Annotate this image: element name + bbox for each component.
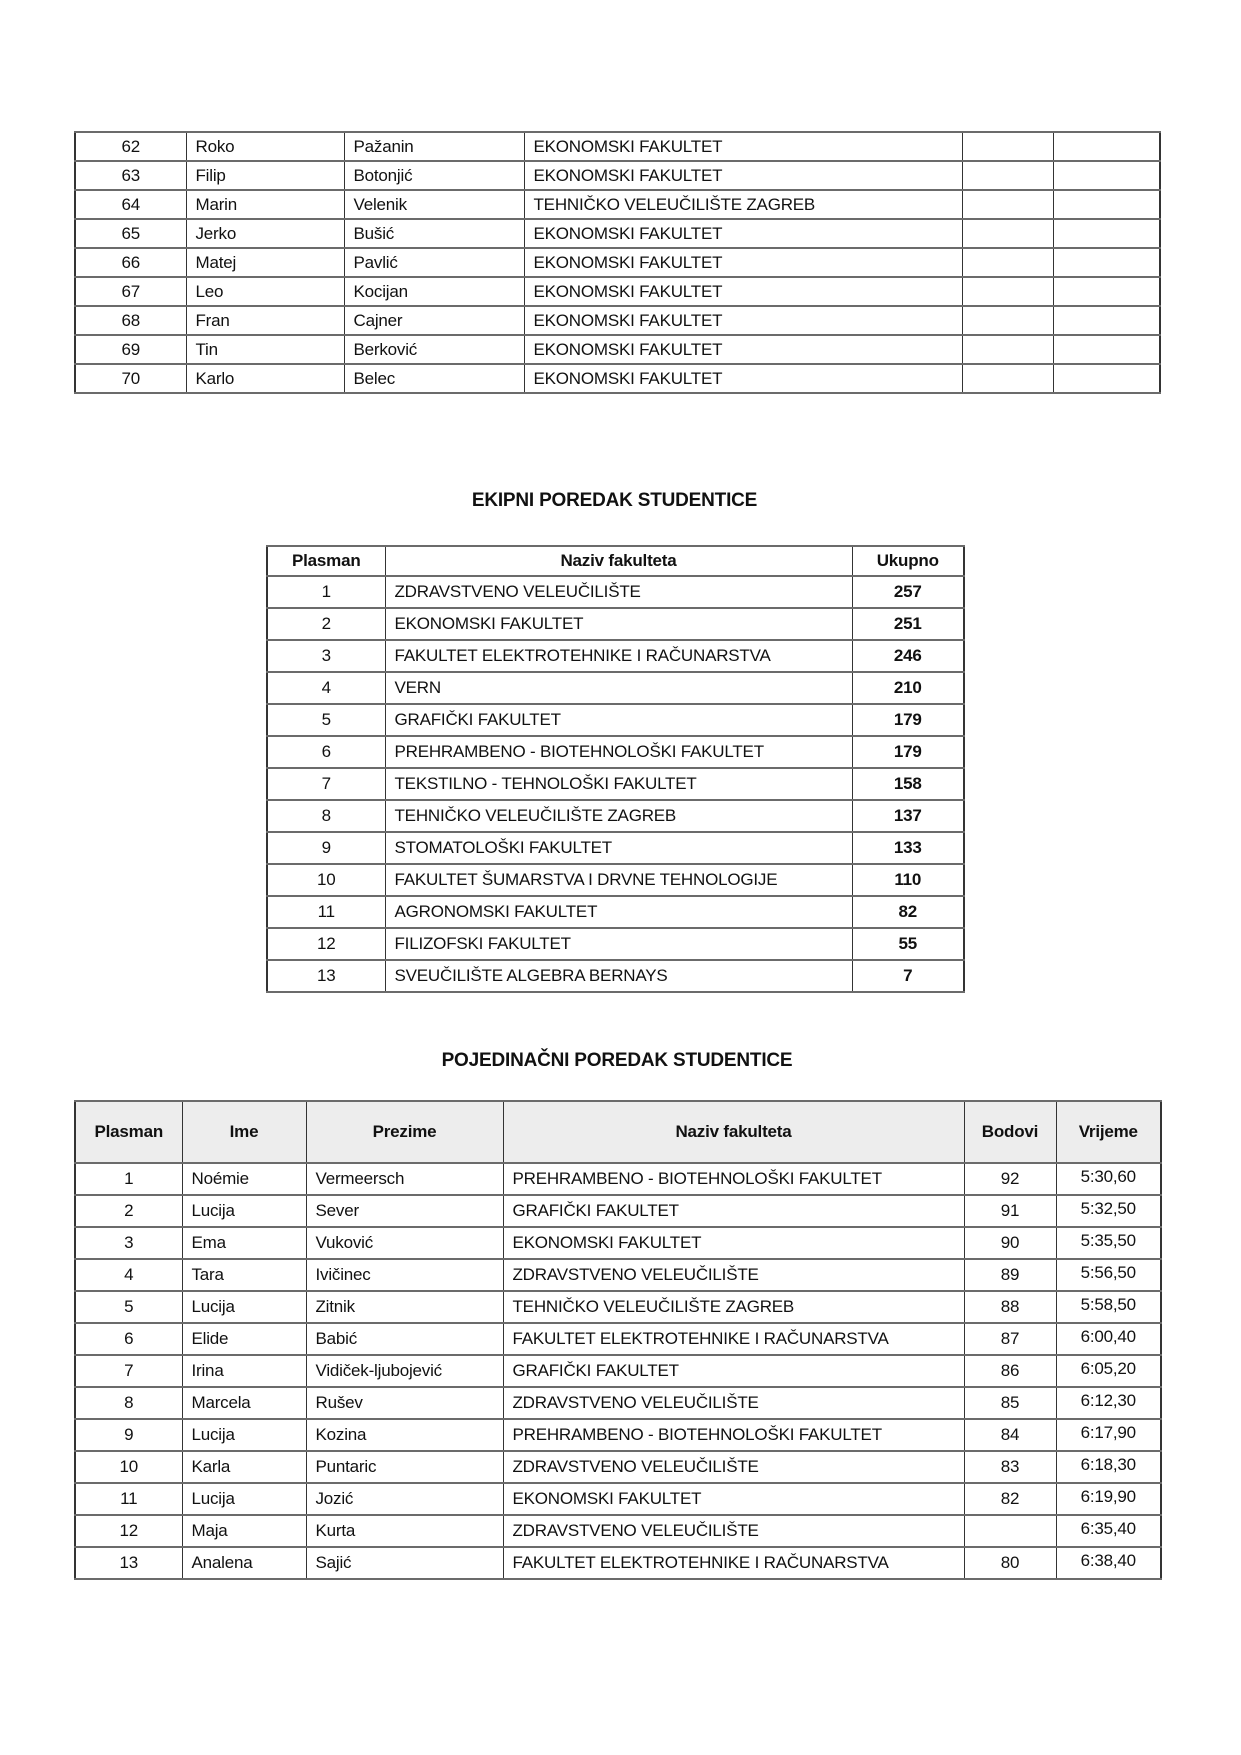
cell-faculty: EKONOMSKI FAKULTET bbox=[524, 364, 962, 393]
header-ime: Ime bbox=[182, 1101, 306, 1163]
table-row bbox=[75, 1547, 1161, 1579]
cell-extra2 bbox=[1053, 132, 1160, 161]
cell-rank: 7 bbox=[75, 1355, 182, 1387]
cell-last-name: Jozić bbox=[306, 1483, 503, 1515]
individual-ranking-table bbox=[74, 1100, 1162, 1580]
table-row bbox=[75, 1259, 1161, 1291]
header-plasman: Plasman bbox=[267, 546, 385, 576]
cell-rank: 1 bbox=[267, 576, 385, 608]
results-continuation-body bbox=[75, 132, 1160, 393]
cell-faculty: EKONOMSKI FAKULTET bbox=[524, 248, 962, 277]
cell-first-name: Leo bbox=[186, 277, 344, 306]
cell-rank: 66 bbox=[75, 248, 186, 277]
cell-rank: 62 bbox=[75, 132, 186, 161]
cell-rank: 2 bbox=[75, 1195, 182, 1227]
cell-last-name: Rušev bbox=[306, 1387, 503, 1419]
cell-first-name: Karlo bbox=[186, 364, 344, 393]
cell-last-name: Vuković bbox=[306, 1227, 503, 1259]
individual-ranking-header-row bbox=[75, 1101, 1161, 1163]
team-ranking-table bbox=[266, 545, 965, 993]
cell-last-name: Cajner bbox=[344, 306, 524, 335]
individual-ranking-body bbox=[75, 1163, 1161, 1579]
cell-first-name: Lucija bbox=[182, 1483, 306, 1515]
team-ranking-header-row bbox=[267, 546, 964, 576]
cell-rank: 13 bbox=[75, 1547, 182, 1579]
cell-rank: 65 bbox=[75, 219, 186, 248]
cell-time: 6:17,90 bbox=[1056, 1419, 1161, 1451]
header-bodovi: Bodovi bbox=[964, 1101, 1056, 1163]
cell-last-name: Puntaric bbox=[306, 1451, 503, 1483]
cell-rank: 70 bbox=[75, 364, 186, 393]
cell-faculty: PREHRAMBENO - BIOTEHNOLOŠKI FAKULTET bbox=[503, 1419, 964, 1451]
cell-faculty: ZDRAVSTVENO VELEUČILIŠTE bbox=[503, 1515, 964, 1547]
cell-time: 5:35,50 bbox=[1056, 1227, 1161, 1259]
cell-time: 6:00,40 bbox=[1056, 1323, 1161, 1355]
cell-points: 80 bbox=[964, 1547, 1056, 1579]
cell-rank: 3 bbox=[267, 640, 385, 672]
cell-last-name: Kurta bbox=[306, 1515, 503, 1547]
cell-extra1 bbox=[962, 190, 1053, 219]
cell-faculty: TEHNIČKO VELEUČILIŠTE ZAGREB bbox=[503, 1291, 964, 1323]
cell-extra2 bbox=[1053, 335, 1160, 364]
cell-faculty: AGRONOMSKI FAKULTET bbox=[385, 896, 852, 928]
header-naziv-fakulteta: Naziv fakulteta bbox=[385, 546, 852, 576]
cell-first-name: Lucija bbox=[182, 1419, 306, 1451]
cell-faculty: TEKSTILNO - TEHNOLOŠKI FAKULTET bbox=[385, 768, 852, 800]
cell-rank: 4 bbox=[75, 1259, 182, 1291]
cell-rank: 12 bbox=[267, 928, 385, 960]
table-row bbox=[75, 1227, 1161, 1259]
table-row bbox=[75, 1163, 1161, 1195]
table-row bbox=[267, 896, 964, 928]
cell-time: 5:32,50 bbox=[1056, 1195, 1161, 1227]
cell-rank: 2 bbox=[267, 608, 385, 640]
header-naziv-fakulteta: Naziv fakulteta bbox=[503, 1101, 964, 1163]
cell-rank: 69 bbox=[75, 335, 186, 364]
cell-extra2 bbox=[1053, 219, 1160, 248]
cell-total: 7 bbox=[852, 960, 964, 992]
cell-last-name: Berković bbox=[344, 335, 524, 364]
cell-last-name: Kozina bbox=[306, 1419, 503, 1451]
cell-extra1 bbox=[962, 306, 1053, 335]
cell-faculty: FAKULTET ELEKTROTEHNIKE I RAČUNARSTVA bbox=[503, 1547, 964, 1579]
cell-points: 84 bbox=[964, 1419, 1056, 1451]
cell-rank: 12 bbox=[75, 1515, 182, 1547]
cell-rank: 10 bbox=[267, 864, 385, 896]
cell-faculty: ZDRAVSTVENO VELEUČILIŠTE bbox=[503, 1387, 964, 1419]
cell-points: 82 bbox=[964, 1483, 1056, 1515]
cell-extra2 bbox=[1053, 190, 1160, 219]
cell-faculty: PREHRAMBENO - BIOTEHNOLOŠKI FAKULTET bbox=[385, 736, 852, 768]
cell-extra1 bbox=[962, 248, 1053, 277]
cell-points: 88 bbox=[964, 1291, 1056, 1323]
team-ranking-title: EKIPNI POREDAK STUDENTICE bbox=[471, 490, 758, 511]
cell-points: 90 bbox=[964, 1227, 1056, 1259]
cell-extra2 bbox=[1053, 364, 1160, 393]
cell-rank: 6 bbox=[267, 736, 385, 768]
cell-total: 257 bbox=[852, 576, 964, 608]
table-row bbox=[75, 1195, 1161, 1227]
cell-faculty: SVEUČILIŠTE ALGEBRA BERNAYS bbox=[385, 960, 852, 992]
cell-total: 179 bbox=[852, 704, 964, 736]
cell-time: 6:12,30 bbox=[1056, 1387, 1161, 1419]
cell-faculty: GRAFIČKI FAKULTET bbox=[503, 1195, 964, 1227]
cell-last-name: Babić bbox=[306, 1323, 503, 1355]
cell-rank: 3 bbox=[75, 1227, 182, 1259]
cell-extra1 bbox=[962, 364, 1053, 393]
cell-faculty: FAKULTET ŠUMARSTVA I DRVNE TEHNOLOGIJE bbox=[385, 864, 852, 896]
cell-faculty: VERN bbox=[385, 672, 852, 704]
table-row bbox=[75, 364, 1160, 393]
table-row bbox=[267, 704, 964, 736]
cell-faculty: ZDRAVSTVENO VELEUČILIŠTE bbox=[503, 1259, 964, 1291]
cell-total: 210 bbox=[852, 672, 964, 704]
cell-faculty: EKONOMSKI FAKULTET bbox=[524, 335, 962, 364]
cell-faculty: GRAFIČKI FAKULTET bbox=[503, 1355, 964, 1387]
cell-time: 5:58,50 bbox=[1056, 1291, 1161, 1323]
cell-points: 92 bbox=[964, 1163, 1056, 1195]
cell-rank: 64 bbox=[75, 190, 186, 219]
cell-extra2 bbox=[1053, 306, 1160, 335]
cell-first-name: Elide bbox=[182, 1323, 306, 1355]
cell-first-name: Filip bbox=[186, 161, 344, 190]
cell-rank: 4 bbox=[267, 672, 385, 704]
cell-faculty: EKONOMSKI FAKULTET bbox=[503, 1483, 964, 1515]
cell-last-name: Sever bbox=[306, 1195, 503, 1227]
cell-first-name: Karla bbox=[182, 1451, 306, 1483]
cell-points: 91 bbox=[964, 1195, 1056, 1227]
table-row bbox=[75, 219, 1160, 248]
cell-rank: 1 bbox=[75, 1163, 182, 1195]
cell-first-name: Jerko bbox=[186, 219, 344, 248]
cell-total: 110 bbox=[852, 864, 964, 896]
cell-rank: 67 bbox=[75, 277, 186, 306]
cell-faculty: EKONOMSKI FAKULTET bbox=[524, 132, 962, 161]
cell-last-name: Kocijan bbox=[344, 277, 524, 306]
table-row bbox=[75, 306, 1160, 335]
table-row bbox=[267, 928, 964, 960]
cell-points: 83 bbox=[964, 1451, 1056, 1483]
cell-time: 5:56,50 bbox=[1056, 1259, 1161, 1291]
cell-faculty: EKONOMSKI FAKULTET bbox=[524, 219, 962, 248]
cell-first-name: Tin bbox=[186, 335, 344, 364]
cell-extra2 bbox=[1053, 248, 1160, 277]
cell-rank: 10 bbox=[75, 1451, 182, 1483]
cell-last-name: Velenik bbox=[344, 190, 524, 219]
cell-faculty: FAKULTET ELEKTROTEHNIKE I RAČUNARSTVA bbox=[503, 1323, 964, 1355]
header-vrijeme: Vrijeme bbox=[1056, 1101, 1161, 1163]
table-row bbox=[75, 190, 1160, 219]
cell-rank: 5 bbox=[267, 704, 385, 736]
table-row bbox=[75, 1419, 1161, 1451]
cell-faculty: FILIZOFSKI FAKULTET bbox=[385, 928, 852, 960]
cell-first-name: Tara bbox=[182, 1259, 306, 1291]
cell-rank: 8 bbox=[75, 1387, 182, 1419]
cell-extra1 bbox=[962, 132, 1053, 161]
cell-time: 6:35,40 bbox=[1056, 1515, 1161, 1547]
cell-points bbox=[964, 1515, 1056, 1547]
cell-extra2 bbox=[1053, 277, 1160, 306]
table-row bbox=[267, 832, 964, 864]
table-row bbox=[75, 1323, 1161, 1355]
cell-faculty: EKONOMSKI FAKULTET bbox=[385, 608, 852, 640]
cell-faculty: PREHRAMBENO - BIOTEHNOLOŠKI FAKULTET bbox=[503, 1163, 964, 1195]
table-row bbox=[75, 1387, 1161, 1419]
table-row bbox=[75, 1291, 1161, 1323]
cell-rank: 7 bbox=[267, 768, 385, 800]
table-row bbox=[267, 768, 964, 800]
cell-total: 137 bbox=[852, 800, 964, 832]
cell-extra1 bbox=[962, 277, 1053, 306]
cell-extra1 bbox=[962, 161, 1053, 190]
cell-last-name: Botonjić bbox=[344, 161, 524, 190]
cell-faculty: STOMATOLOŠKI FAKULTET bbox=[385, 832, 852, 864]
cell-rank: 6 bbox=[75, 1323, 182, 1355]
results-continuation-table bbox=[74, 131, 1161, 394]
cell-points: 87 bbox=[964, 1323, 1056, 1355]
cell-first-name: Matej bbox=[186, 248, 344, 277]
table-row bbox=[75, 1451, 1161, 1483]
cell-extra1 bbox=[962, 335, 1053, 364]
table-row bbox=[267, 800, 964, 832]
cell-rank: 5 bbox=[75, 1291, 182, 1323]
cell-rank: 11 bbox=[75, 1483, 182, 1515]
cell-total: 55 bbox=[852, 928, 964, 960]
cell-total: 158 bbox=[852, 768, 964, 800]
cell-last-name: Belec bbox=[344, 364, 524, 393]
individual-ranking-title: POJEDINAČNI POREDAK STUDENTICE bbox=[441, 1050, 793, 1071]
cell-faculty: EKONOMSKI FAKULTET bbox=[524, 306, 962, 335]
cell-first-name: Irina bbox=[182, 1355, 306, 1387]
table-row bbox=[267, 864, 964, 896]
cell-time: 6:18,30 bbox=[1056, 1451, 1161, 1483]
table-row bbox=[75, 335, 1160, 364]
cell-points: 85 bbox=[964, 1387, 1056, 1419]
cell-first-name: Lucija bbox=[182, 1195, 306, 1227]
cell-last-name: Ivičinec bbox=[306, 1259, 503, 1291]
cell-first-name: Roko bbox=[186, 132, 344, 161]
cell-first-name: Lucija bbox=[182, 1291, 306, 1323]
header-ukupno: Ukupno bbox=[852, 546, 964, 576]
cell-points: 86 bbox=[964, 1355, 1056, 1387]
cell-total: 133 bbox=[852, 832, 964, 864]
cell-rank: 9 bbox=[75, 1419, 182, 1451]
cell-faculty: EKONOMSKI FAKULTET bbox=[503, 1227, 964, 1259]
cell-rank: 9 bbox=[267, 832, 385, 864]
cell-last-name: Zitnik bbox=[306, 1291, 503, 1323]
table-row bbox=[75, 1515, 1161, 1547]
cell-last-name: Vermeersch bbox=[306, 1163, 503, 1195]
cell-faculty: EKONOMSKI FAKULTET bbox=[524, 277, 962, 306]
cell-time: 5:30,60 bbox=[1056, 1163, 1161, 1195]
cell-rank: 11 bbox=[267, 896, 385, 928]
cell-last-name: Vidiček-ljubojević bbox=[306, 1355, 503, 1387]
cell-total: 82 bbox=[852, 896, 964, 928]
cell-faculty: TEHNIČKO VELEUČILIŠTE ZAGREB bbox=[524, 190, 962, 219]
header-plasman: Plasman bbox=[75, 1101, 182, 1163]
table-row bbox=[267, 736, 964, 768]
cell-first-name: Fran bbox=[186, 306, 344, 335]
cell-last-name: Sajić bbox=[306, 1547, 503, 1579]
cell-time: 6:19,90 bbox=[1056, 1483, 1161, 1515]
cell-first-name: Marcela bbox=[182, 1387, 306, 1419]
cell-faculty: EKONOMSKI FAKULTET bbox=[524, 161, 962, 190]
header-prezime: Prezime bbox=[306, 1101, 503, 1163]
table-row bbox=[267, 576, 964, 608]
cell-time: 6:38,40 bbox=[1056, 1547, 1161, 1579]
cell-extra2 bbox=[1053, 161, 1160, 190]
cell-points: 89 bbox=[964, 1259, 1056, 1291]
cell-total: 246 bbox=[852, 640, 964, 672]
cell-rank: 63 bbox=[75, 161, 186, 190]
table-row bbox=[267, 672, 964, 704]
table-row bbox=[75, 277, 1160, 306]
table-row bbox=[75, 1355, 1161, 1387]
cell-faculty: FAKULTET ELEKTROTEHNIKE I RAČUNARSTVA bbox=[385, 640, 852, 672]
cell-last-name: Bušić bbox=[344, 219, 524, 248]
cell-first-name: Ema bbox=[182, 1227, 306, 1259]
table-row bbox=[267, 608, 964, 640]
table-row bbox=[75, 1483, 1161, 1515]
cell-extra1 bbox=[962, 219, 1053, 248]
cell-total: 179 bbox=[852, 736, 964, 768]
cell-first-name: Marin bbox=[186, 190, 344, 219]
cell-rank: 13 bbox=[267, 960, 385, 992]
cell-time: 6:05,20 bbox=[1056, 1355, 1161, 1387]
cell-first-name: Noémie bbox=[182, 1163, 306, 1195]
cell-faculty: ZDRAVSTVENO VELEUČILIŠTE bbox=[503, 1451, 964, 1483]
table-row bbox=[75, 161, 1160, 190]
table-row bbox=[75, 248, 1160, 277]
cell-total: 251 bbox=[852, 608, 964, 640]
cell-rank: 8 bbox=[267, 800, 385, 832]
cell-first-name: Analena bbox=[182, 1547, 306, 1579]
team-ranking-body bbox=[267, 576, 964, 992]
table-row bbox=[75, 132, 1160, 161]
table-row bbox=[267, 640, 964, 672]
table-row bbox=[267, 960, 964, 992]
cell-rank: 68 bbox=[75, 306, 186, 335]
cell-last-name: Pavlić bbox=[344, 248, 524, 277]
cell-last-name: Pažanin bbox=[344, 132, 524, 161]
cell-faculty: ZDRAVSTVENO VELEUČILIŠTE bbox=[385, 576, 852, 608]
cell-faculty: TEHNIČKO VELEUČILIŠTE ZAGREB bbox=[385, 800, 852, 832]
cell-faculty: GRAFIČKI FAKULTET bbox=[385, 704, 852, 736]
cell-first-name: Maja bbox=[182, 1515, 306, 1547]
